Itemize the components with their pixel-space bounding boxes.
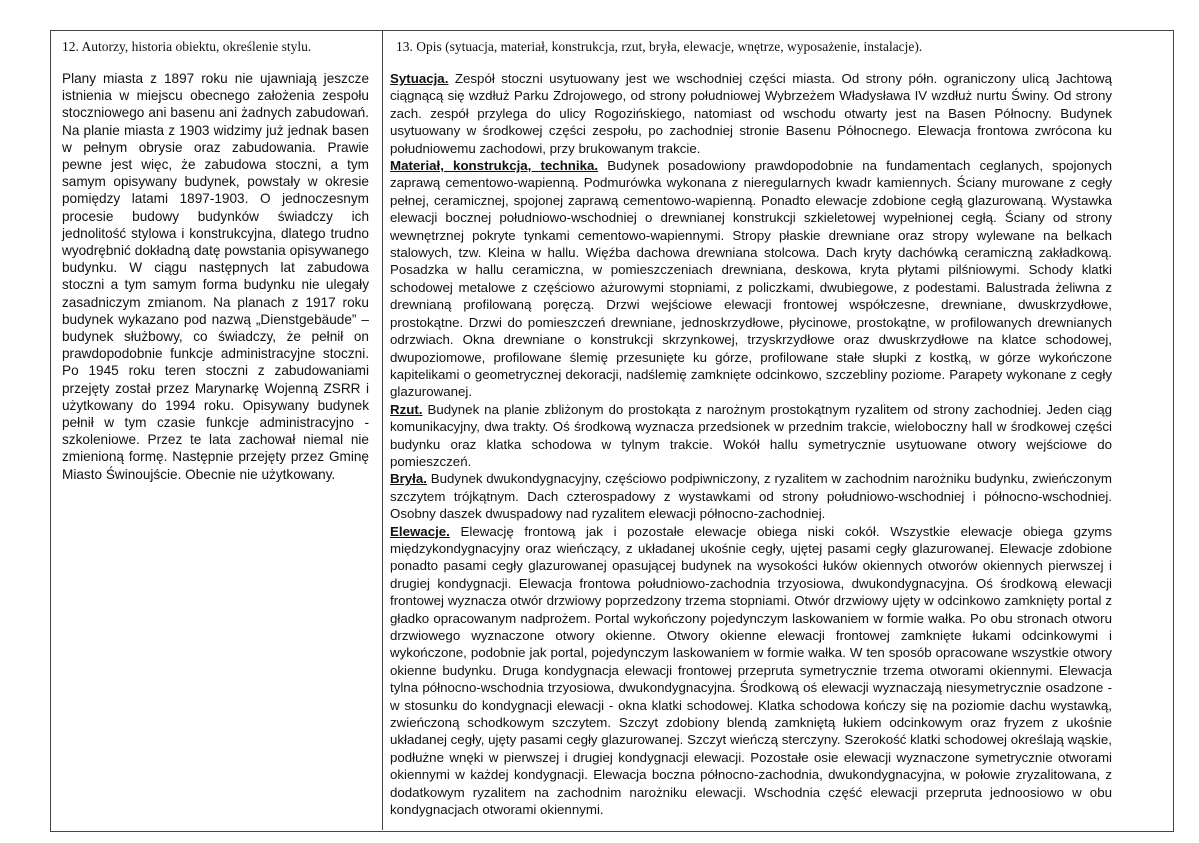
section-text: Budynek na planie zbliżonym do prostokąta z narożnym prostokątnym ryzalitem od strony zachodniej. Jeden ciąg komunikacyjny, dwa trakty. Oś środkową wyznacza przedsionek w przednim trakcie, wieloboczny hall w środkowej części budynku oraz klatka schodowa w tylnym trakcie. Wokół hallu symetrycznie usytuowane otwory wejściowe do pomieszczeń. [390, 401, 1112, 469]
section-label: Sytuacja. [390, 71, 449, 86]
section-plan [390, 401, 1112, 471]
description-text-block [390, 70, 1112, 818]
section-situation [390, 70, 1112, 157]
section-label: Elewacje. [390, 523, 450, 539]
section-massing [390, 470, 1112, 522]
right-column-heading: 13. Opis (sytuacja, materiał, konstrukcja, rzut, bryła, elewacje, wnętrze, wyposażenie, instalacje). [396, 39, 923, 54]
section-elevations [390, 523, 1112, 819]
history-paragraph: Plany miasta z 1897 roku nie ujawniają jeszcze istnienia w miejscu obecnego założenia zespołu stoczniowego ani basenu ani żadnych zabudowań. Na planie miasta z 1903 widzimy już jednak basen w pełnym obrysie oraz zabudowania. Prawie pewne jest więc, że zabudowa stoczni, a tym samym opisywany budynek, powstały w okresie pomiędzy latami 1897-1903. O jednoczesnym procesie budowy budynków świadczy ich jednolitość stylowa i konstrukcyjna, dlatego trudno wyodrębnić dokładną datę powstania opisywanego budynku. W ciągu następnych lat zabudowa stoczni a tym samym forma budynku nie ulegały zasadniczym zmianom. Na planach z 1917 roku budynek wykazano pod nazwą „Dienstgebäude” – budynek służbowy, co świadczy, że pełnił on prawdopodobnie funkcje administracyjne stoczni. Po 1945 roku teren stoczni z zabudowaniami przejęty został przez Marynarkę Wojenną ZSRR i użytkowany do 1994 roku. Opisywany budynek pełnił w tym czasie funkcje administracyjno - szkoleniowe. Przez te lata zachował niemal nie zmienioną formę. Następnie przejęty przez Gminę Miasto Świnoujście. Obecnie nie użytkowany. [62, 71, 369, 482]
section-label: Bryła. [390, 471, 427, 487]
history-text-block [62, 70, 369, 483]
section-text: Zespół stoczni usytuowany jest we wschodniej części miasta. Od strony półn. ograniczony ulicą Jachtową ciągnącą się wzdłuż Parku Zdrojowego, od strony południowej Wybrzeżem Władysława IV wzdłuż nurtu Świny. Od strony zach. zespół przylega do ulicy Rogozińskiego, natomiast od wschodu otwarty jest na Basen Północny. Budynek usytuowany w środkowej części zespołu, po zachodniej stronie Basenu Północnego. Elewacja frontowa zwrócona ku południowemu zachodowi, przy brukowanym trakcie. [390, 71, 1112, 156]
section-text: Budynek posadowiony prawdopodobnie na fundamentach ceglanych, spojonych zaprawą cementowo-wapienną. Podmurówka wykonana z nieregularnych kwadr kamiennych. Ściany murowane z cegły pełnej, ceramicznej, spojonej zaprawą cementowo-wapienną. Ponadto elewacje zdobione cegłą glazurowaną. Wystawka elewacji bocznej południowo-wschodniej o drewnianej konstrukcji szkieletowej wypełnionej cegłą. Ściany od strony wewnętrznej pokryte tynkami cementowo-wapiennymi. Stropy płaskie drewniane oraz stropy wylewane na belkach stalowych, tzw. Kleina w hallu. Więźba dachowa drewniana stolcowa. Dach kryty dachówką ceramiczną zakładkową. Posadzka w hallu ceramiczna, w pomieszczeniach drewniana, deskowa, kryta płytami pilśniowymi. Schody klatki schodowej metalowe z częściowo ażurowymi stopniami, z policzkami, dwubiegowe, z podestami. Balustrada żeliwna z drewnianą profilowaną poręczą. Drzwi wejściowe elewacji frontowej współczesne, drewniane, dwuskrzydłowe, prostokątne. Drzwi do pomieszczeń drewniane, jednoskrzydłowe, płycinowe, prostokątne, w profilowanych drewnianych odrzwiach. Okna drewniane o konstrukcji skrzynkowej, trzyskrzydłowe oraz dwuskrzydłowe na klatce schodowej, dwupoziomowe, profilowane ślemię przesunięte ku górze, profilowane stałe słupki z kostką, w górze wykończone kapitelikami o geometrycznej dekoracji, nadślemię zamknięte odcinkowo, szczebliny poziome. Parapety wykonane z cegły glazurowanej. [390, 158, 1112, 400]
column-divider [382, 30, 383, 830]
section-text: Budynek dwukondygnacyjny, częściowo podpiwniczony, z ryzalitem w zachodnim narożniku budynku, zwieńczonym szczytem trójkątnym. Dach czterospadowy z wystawkami od strony południowo-wschodniej i północno-wschodniej. Osobny daszek dwuspadowy nad ryzalitem elewacji północno-zachodniej. [390, 471, 1112, 522]
section-label: Rzut. [390, 401, 423, 417]
section-label: Materiał, konstrukcja, technika. [390, 158, 599, 174]
left-column-heading: 12. Autorzy, historia obiektu, określenie stylu. [62, 39, 312, 54]
section-text: Elewację frontową jak i pozostałe elewacje obiega niski cokół. Wszystkie elewacje obiega gzyms międzykondygnacyjny oraz wieńczący, z układanej ukośnie cegły, ujętej pasami cegły glazurowanej. Elewacje zdobione ponadto pasami cegły glazurowanej opasującej budynek na wysokości łuków okiennych otworów okiennych pierwszej i drugiej kondygnacji. Elewacja frontowa południowo-zachodnia trzyosiowa, dwukondygnacyjna. Oś środkową elewacji frontowej wyznacza otwór drzwiowy poprzedzony trzema stopniami. Otwór drzwiowy ujęty w odcinkowo zamknięty portal z gładko opracowanym nadprożem. Portal wykończony pojedynczym laskowaniem w formie wałka. Po obu stronach otworu drzwiowego wyznaczone otwory okienne. Otwory okienne elewacji frontowej zamknięte łukami odcinkowymi i wykończone, podobnie jak portal, pojedynczym laskowaniem w formie wałka. W ten sposób opracowane wszystkie otwory okienne budynku. Druga kondygnacja elewacji frontowej przepruta symetrycznie trzema otworami okiennymi. Elewacja tylna północno-wschodnia trzyosiowa, dwukondygnacyjna. Środkową oś elewacji wyznaczają niesymetrycznie osadzone - w stosunku do kondygnacji elewacji - okna klatki schodowej. Klatka schodowa kończy się na poziomie dachu wystawką, zwieńczoną schodkowym szczytem. Szczyt zdobiony blendą zamkniętą łukiem odcinkowym oraz fryzem z ukośnie układanej cegły, ujęty pasami cegły glazurowanej. Szczyt wieńczą sterczyny. Szerokość klatki schodowej określają wąskie, podłużne wnęki w pierwszej i drugiej kondygnacji elewacji. Pozostałe osie elewacji wyznaczone symetrycznie otworami okiennymi w każdej kondygnacji. Elewacja boczna północno-zachodnia, dwukondygnacyjna, w połowie zryzalitowana, z dodatkowym ryzalitem na zachodnim narożniku elewacji. Wschodnia część elewacji przepruta jednoosiowo w obu kondygnacjach otworami okiennymi. [390, 523, 1112, 818]
section-material [390, 157, 1112, 401]
